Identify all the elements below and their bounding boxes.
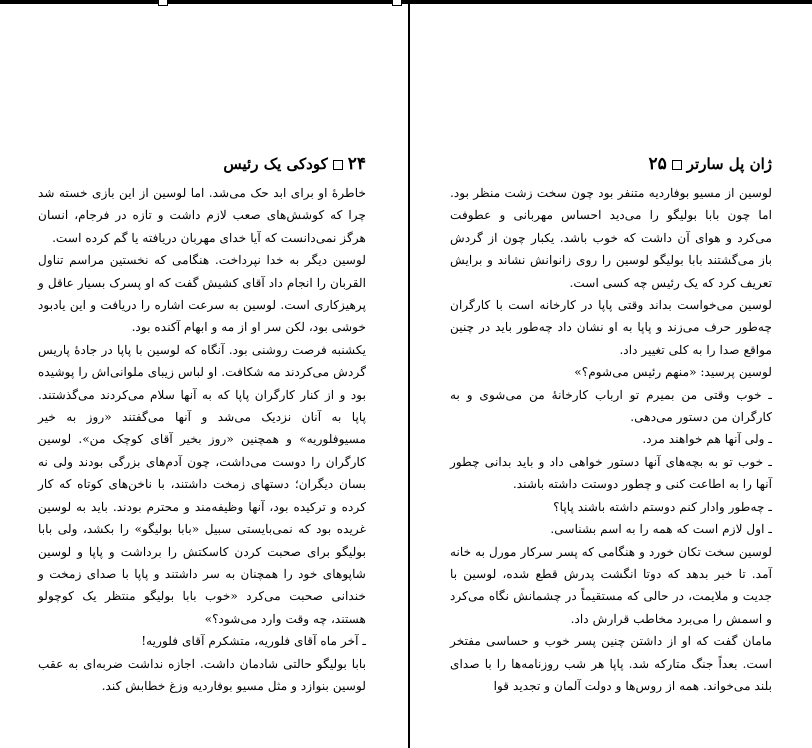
author-title: ژان پل سارتر	[686, 155, 772, 173]
paragraph: خاطرهٔ او برای ابد حک می‌شد. اما لوسین از این بازی خسته شد چرا که کوشش‌های صعب لازم داشت و تازه در فرجام، انسان هرگز نمی‌دانست که آیا خدای مهربان دریافته یا گم کرده است.	[38, 186, 366, 245]
paragraph: مامان گفت که او از داشتن چنین پسر خوب و حساسی مفتخر است. بعداً جنگ متارکه شد. پاپا هر شب روزنامه‌ها را با صدای بلند می‌خواند. همه از روس‌ها و دولت آلمان و تجدید قوا	[450, 634, 772, 693]
right-page-body	[450, 182, 772, 697]
paragraph: لوسین از مسیو بوفاردیه متنفر بود چون سخت زشت منظر بود. اما چون بابا بولیگو را می‌دید احساس مهربانی و عطوفت می‌کرد و هوای آن داشت که خوب باشد. یکبار چون از گردش باز می‌گشتند بابا بولیگو لوسین را روی زانوانش نشاند و برایش تعریف کرد که یک رئیس چه کسی است.	[450, 186, 772, 290]
page-number: ۲۵	[648, 154, 667, 174]
paragraph: ـ ولی آنها هم خواهند مرد.	[642, 432, 772, 447]
header-square-icon	[672, 160, 682, 170]
paragraph: بابا بولیگو حالتی شادمان داشت. اجازه نداشت ضربه‌ای به عقب لوسین بنوازد و مثل مسیو بوفاردیه وزغ خطابش کند.	[38, 656, 366, 693]
header-square-icon	[333, 160, 343, 170]
paragraph: لوسین دیگر به خدا نپرداخت. هنگامی که نخستین مراسم تناول القربان را انجام داد آقای کشیش گفت که او پسرک بسیار عاقل و پرهیزکاری است. لوسین به سرعت اشاره را دریافت و این یادبود خوشی بود، لکن سر او از مه و ابهام آکنده بود.	[38, 253, 366, 335]
paragraph: لوسین سخت تکان خورد و هنگامی که پسر سرکار مورل به خانه آمد. تا خبر بدهد که دوتا انگشت پدرش قطع شده، لوسین با جدیت و ملایمت، در حالی که مستقیماً در چشمانش نگاه می‌کرد و اسمش را می‌برد مخاطب قرارش داد.	[450, 544, 772, 626]
paragraph: ـ چه‌طور وادار کنم دوستم داشته باشند پاپا؟	[553, 499, 772, 514]
left-page	[0, 4, 410, 748]
paragraph: ـ خوب تو به بچه‌های آنها دستور خواهی داد و باید بدانی چطور آنها را به اطاعت کنی و چطور دوستت داشته باشند.	[450, 454, 772, 492]
page-number: ۲۴	[347, 154, 366, 174]
paragraph: لوسین پرسید: «منهم رئیس می‌شوم؟»	[574, 365, 772, 380]
right-page	[410, 4, 812, 748]
paragraph: یکشنبه فرصت روشنی بود. آنگاه که لوسین با پاپا در جادهٔ پاریس گردش می‌کردند مه شکافت. او لباس زیبای ملوانی‌اش را پوشیده بود و از کنار کارگران پاپا که به آنها سلام می‌کردند می‌گذشتند. پاپا به آنان نزدیک می‌شد و آنها می‌گفتند «روز به خیر مسیوفلوریه» و همچنین «روز بخیر آقای کوچک من». لوسین کارگران را دوست می‌داشت، چون آدم‌های بزرگی بودند ولی نه بسان دیگران؛ دستهای زمخت داشتند، با ناخن‌های کوتاه که کار کرده و ترکیده بود، آنها وظیفه‌مند و محترم بودند. باید به لوسین غریده بود که نمی‌بایستی سبیل «بابا بولیگو» را بکشد، ولی بابا بولیگو برای صحبت کردن کاسکتش را برداشت و پاپا و لوسین شاپوهای خود را همچنان به سر داشتند و پاپا با صدای زمخت و خندانی صحبت می‌کرد «خوب بابا بولیگو منتظر یک کوچولو هستند، چه وقت وارد می‌شود؟»	[38, 342, 366, 626]
paragraph: ـ خوب وقتی من بمیرم تو ارباب کارخانهٔ من می‌شوی و به کارگران من دستور می‌دهی.	[450, 387, 772, 425]
left-page-header	[223, 154, 366, 174]
paragraph: ـ اول لازم است که همه را به اسم بشناسی.	[550, 522, 772, 537]
left-page-body	[38, 182, 366, 697]
chapter-title: کودکی یک رئیس	[223, 155, 328, 173]
paragraph: ـ آخر ماه آقای فلوریه، متشکرم آقای فلوریه!	[141, 634, 366, 649]
right-page-header	[648, 154, 772, 174]
paragraph: لوسین می‌خواست بداند وقتی پاپا در کارخانه است با کارگران چه‌طور حرف می‌زند و پاپا به او نشان داد چه‌طور باید در چنین مواقع صدا را به کلی تغییر داد.	[450, 298, 772, 357]
